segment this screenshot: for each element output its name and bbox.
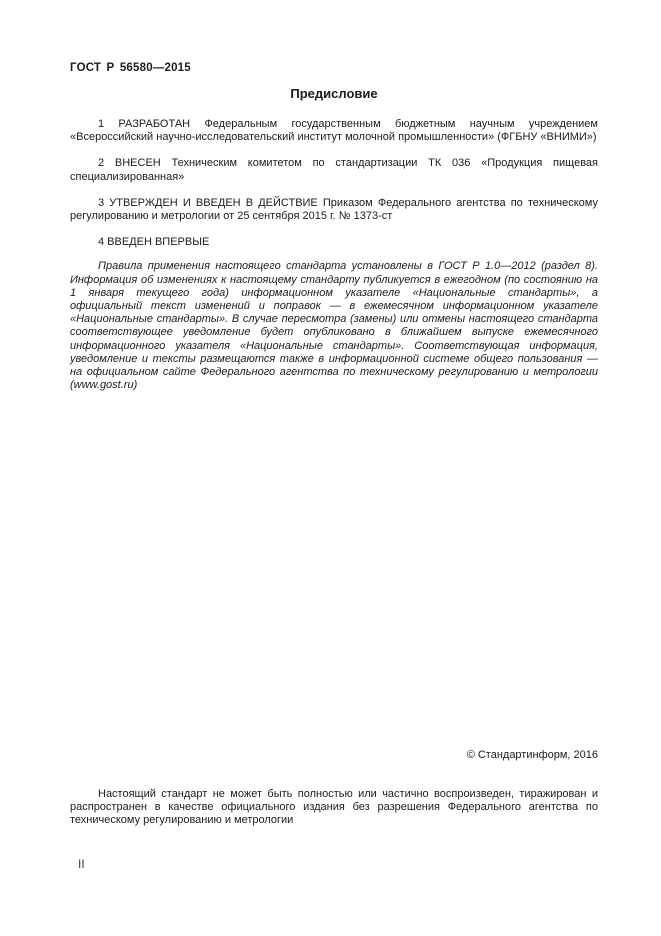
document-content (0, 0, 661, 392)
foreword-item-first-introduced: 4 ВВЕДЕН ВПЕРВЫЕ (98, 236, 210, 249)
foreword-item-approved: 3 УТВЕРЖДЕН И ВВЕДЕН В ДЕЙСТВИЕ Приказом Федерального агентства по техническому регулированию и метрологии от 25 сентября 2015 г. № 1373-ст (70, 196, 598, 223)
foreword-item-developed: 1 РАЗРАБОТАН Федеральным государственным бюджетным научным учреждением «Всероссийский научно-исследовательский институт молочной промышленности» (ФГБНУ «ВНИМИ») (70, 118, 598, 144)
page-number: II (78, 857, 85, 871)
copyright-notice: © Стандартинформ, 2016 (466, 749, 598, 761)
reproduction-restriction-note: Настоящий стандарт не может быть полностью или частично воспроизведен, тиражирован и распространен в качестве официального издания без разрешения Федерального агентства по техническому регулированию и метрологии (70, 788, 598, 827)
application-rules-note: Правила применения настоящего стандарта установлены в ГОСТ Р 1.0—2012 (раздел 8). Информация об изменениях к настоящему стандарту публикуется в ежегодном (по состоянию на 1 января текущего года) информационном указателе «Национальные стандарты», а официальный текст изменений и поправок — в ежемесячном информационном указателе «Национальные стандарты». В случае пересмотра (замены) или отмены настоящего стандарта соответствующее уведомление будет опубликовано в ближайшем выпуске ежемесячного информационного указателя «Национальные стандарты». Соответствующая информация, уведомление и тексты размещаются также в информационной системе общего пользования — на официальном сайте Федерального агентства по техническому регулированию и метрологии (www.gost.ru) (70, 260, 598, 392)
foreword-item-submitted: 2 ВНЕСЕН Техническим комитетом по стандартизации ТК 036 «Продукция пищевая специализированная» (70, 157, 598, 183)
page-title: Предисловие (290, 86, 378, 101)
document-code: ГОСТ Р 56580—2015 (70, 62, 191, 74)
